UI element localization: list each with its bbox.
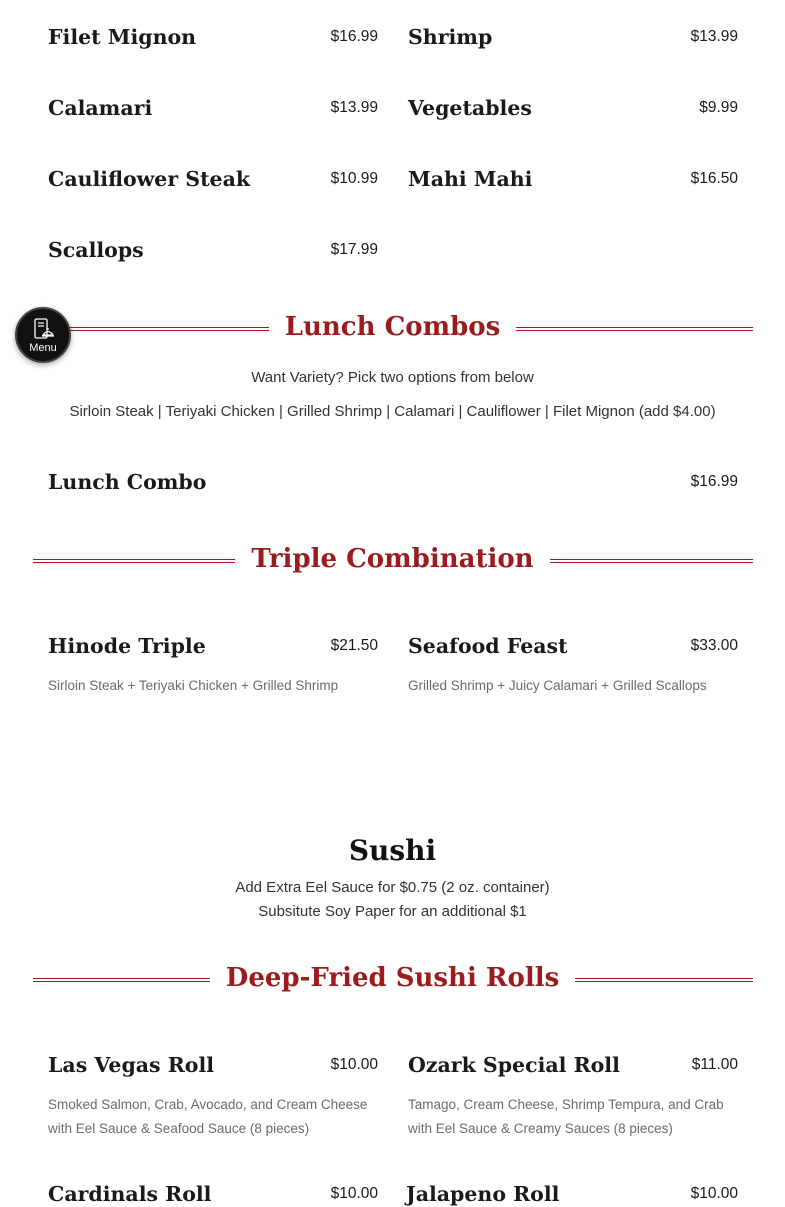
item-price: $13.99	[330, 99, 378, 116]
item-description: Grilled Shrimp + Juicy Calamari + Grilled Scallops	[408, 678, 707, 693]
lunch-combos-subtitle: Want Variety? Pick two options from below	[251, 369, 534, 386]
item-name: Ozark Special Roll	[408, 1053, 620, 1077]
item-name: Scallops	[48, 238, 144, 262]
item-name: Calamari	[48, 96, 153, 120]
sushi-heading: Sushi	[348, 834, 437, 867]
item-price: $11.00	[691, 1056, 738, 1073]
item-name: Filet Mignon	[48, 25, 197, 49]
item-price: $10.00	[690, 1185, 738, 1202]
menu-book-icon	[33, 318, 55, 340]
item-name: Jalapeno Roll	[406, 1182, 560, 1206]
item-price: $13.99	[690, 28, 738, 45]
item-name: Las Vegas Roll	[48, 1053, 215, 1077]
sushi-note-soy-paper: Subsitute Soy Paper for an additional $1	[258, 903, 527, 920]
item-price: $33.00	[690, 637, 738, 654]
item-name: Seafood Feast	[408, 634, 568, 658]
item-description: Tamago, Cream Cheese, Shrimp Tempura, and Crab with Eel Sauce & Creamy Sauces (8 pieces)	[408, 1097, 724, 1136]
item-price: $16.99	[690, 473, 738, 490]
section-title-deep-fried-sushi-rolls: Deep-Fried Sushi Rolls	[0, 961, 785, 995]
menu-button-label: Menu	[29, 342, 57, 354]
section-title-triple-combination: Triple Combination	[0, 542, 785, 576]
item-price: $17.99	[330, 241, 378, 258]
menu-button[interactable]	[15, 307, 71, 363]
item-price: $10.00	[330, 1056, 378, 1073]
item-price: $21.50	[330, 637, 378, 654]
item-price: $16.50	[690, 170, 738, 187]
item-description: Smoked Salmon, Crab, Avocado, and Cream Cheese with Eel Sauce & Seafood Sauce (8 pieces)	[48, 1097, 368, 1136]
item-name: Shrimp	[408, 25, 493, 49]
item-price: $9.99	[699, 99, 738, 116]
lunch-combos-options: Sirloin Steak | Teriyaki Chicken | Grilled Shrimp | Calamari | Cauliflower | Filet Mignon (add $4.00)	[69, 403, 716, 420]
item-name: Vegetables	[408, 96, 532, 120]
item-name: Mahi Mahi	[408, 167, 533, 191]
item-name: Cauliflower Steak	[48, 167, 251, 191]
item-price: $10.99	[330, 170, 378, 187]
item-price: $10.00	[330, 1185, 378, 1202]
item-description: Sirloin Steak + Teriyaki Chicken + Grilled Shrimp	[48, 678, 339, 693]
section-title-lunch-combos: Lunch Combos	[0, 310, 785, 344]
item-name: Cardinals Roll	[48, 1182, 212, 1206]
sushi-note-eel-sauce: Add Extra Eel Sauce for $0.75 (2 oz. container)	[235, 879, 550, 896]
item-price: $16.99	[330, 28, 378, 45]
item-name: Hinode Triple	[48, 634, 206, 658]
item-name: Lunch Combo	[48, 470, 207, 494]
